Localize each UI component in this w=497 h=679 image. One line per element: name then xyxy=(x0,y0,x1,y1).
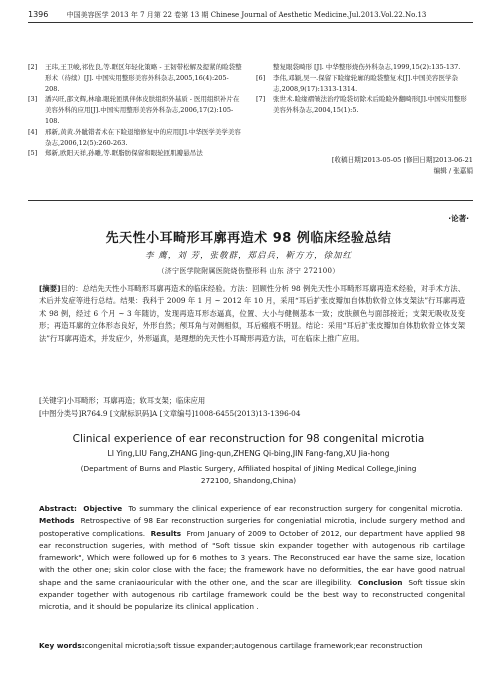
methods-label: Methods xyxy=(39,516,75,526)
section-tag: ·论著· xyxy=(448,214,469,223)
abstract-en xyxy=(39,503,465,614)
methods-text: Retrospective of 98 Ear reconstruction surgeries for congeniatial microtia, include surgery method and postoperative complications. xyxy=(39,516,466,538)
header-rule xyxy=(28,22,473,23)
references-right-column xyxy=(256,62,471,116)
reference-item: [3] 潘兴旺,邵文辉,林瑜.眼轮匝肌伴体皮肤组织外基质 - 医用组织补片在美容外科的应用[J].中国实用整形美容外科杂志,2006,17(2):105-108. xyxy=(28,95,240,125)
page-number: 1396 xyxy=(28,10,49,19)
running-header xyxy=(28,10,473,20)
objective-text: To summary the clinical experience of ear reconstruction surgery for congenital microtia. xyxy=(128,504,463,513)
affiliation-cn: （济宁医学院附属医院烧伤整形科 山东 济宁 272100） xyxy=(157,267,340,275)
keywords-text-en: congenital microtia;soft tissue expander;autogenous cartilage framework;ear reconstruction xyxy=(84,641,423,650)
abstract-cn xyxy=(39,283,465,345)
reference-item: [5] 郑新,欧阳天祥,孙雕,等.眶脂肪保留和眼轮匝肌瓣悬吊法 xyxy=(28,149,203,158)
reference-item: [4] 邢新,黄黄.外眦错者术在下睑退缩修复中的应用[J].中华医学美学美容杂志,2006,12(5):260-263. xyxy=(28,127,241,147)
affiliation-en xyxy=(0,463,497,487)
article-title-cn: 先天性小耳畸形耳廓再造术 98 例临床经验总结 xyxy=(105,231,392,246)
reference-item: [7] 张世术.睑缘褶皱法治疗睑袋切除术后睑睑外翻畸形[J].中国实用整形美容外科杂志,2004,15(1):5. xyxy=(256,95,467,115)
authors-en: LI Ying,LIU Fang,ZHANG Jing-qun,ZHENG Qi-bing,JIN Fang-fang,XU Jia-hong xyxy=(107,449,390,458)
reference-item: 整复眼袋畸形 [J]. 中华整形烧伤外科杂志,1999,15(2):135-137. xyxy=(273,63,461,71)
authors-cn: 李 鹰，刘 芳，张敬群，郑启兵，靳方方，徐加红 xyxy=(145,251,352,261)
section-divider xyxy=(28,200,473,201)
conclusion-label: Conclusion xyxy=(357,577,403,587)
reference-item: [2] 王玮,王卫峻,祁佐良,等.眶区年轻化策略 - 王韧带松解及提紧的睑袋整形术（待续）[J]. 中国实用整形美容外科杂志,2005,16(4):205-208. xyxy=(28,63,242,93)
keywords-label-en: Key words: xyxy=(39,641,85,650)
affiliation-en-line2: 272100, Shandong,China) xyxy=(200,476,297,485)
classification-cn: [中图分类号]R764.9 [文献标识码]A [文章编号]1008-6455(2013)13-1396-04 xyxy=(39,409,301,418)
reference-item: [6] 李伟,邓颖,吴一.保留下睑缘轮廓的睑袋整复术[J].中国美容医学杂志,2008,9(17):1313-1314. xyxy=(256,73,458,93)
results-text: From January of 2009 to October of 2012, our department have applied 98 ear reconstruction sugeries, with method of "Soft tissue skin expander together with autogenous rib cartilage framework", Which were followed up for 6 mothes to 3 years. The Reconstruced ear have the same size, location with the other one; skin color close with the face; the framework have no deformities, the ear have good natrual shape and the same craniaouricular with the other one, and the scar are illegibility. xyxy=(39,528,465,587)
keywords-cn: [关键字]小耳畸形；耳廓再造；软耳支架；临床应用 xyxy=(39,396,206,405)
conclusion-text: Soft tissue skin expander together with autogenous rib cartilage framework could be the best way to reconstructed congenital microtia, and it should be popularize its clinical application . xyxy=(39,577,465,612)
references-left-column xyxy=(28,62,243,159)
abstract-text-cn: 目的：总结先天性小耳畸形耳廓再造术的临床经验。方法：回顾性分析 98 例先天性小耳畸形耳廓再造术经验，对手术方法、术后并发症等进行总结。结果：我科于 2009 年 1 月 ~ 2012 年 10 月，采用“耳后扩张皮瓣加自体肋软骨立体支架法”行耳廓再造术 98 例，经过 6 个月 ~ 3 年随访，发现再造耳形态逼真，位置、大小与健侧基本一致；皮肤颜色与面部接近；支架无吸收及变形；再造耳廓的立体形态良好，外形自然；颅耳角与对侧相似，耳后瘢痕不明显。结论：采用“耳后扩张皮瓣加自体肋软骨立体支架法”行耳廓再造术，并发症少，外形逼真，是理想的先天性小耳畸形再造方法，可在临床上推广应用。 xyxy=(39,284,466,343)
affiliation-en-line1: (Department of Burns and Plastic Surgery, Affiliated hospital of JiNing Medical College,Jining xyxy=(80,464,417,473)
objective-label: Objective xyxy=(83,504,123,513)
article-title-en: Clinical experience of ear reconstruction for 98 congenital microtia xyxy=(72,433,425,445)
journal-line: 中国美容医学 2013 年 7 月第 22 卷第 13 期 Chinese Journal of Aesthetic Medicine.Jul.2013.Vol.22.No.13 xyxy=(66,11,427,19)
keywords-en xyxy=(39,640,465,652)
abstract-label-en: Abstract: xyxy=(39,504,77,513)
received-dates xyxy=(332,155,473,177)
abstract-label-cn: [摘要] xyxy=(39,284,61,293)
received-date-line: [收稿日期]2013-05-05 [修回日期]2013-06-21 xyxy=(331,156,473,164)
results-label: Results xyxy=(150,528,182,538)
editor-line: 编辑 / 张嘉娟 xyxy=(433,167,473,175)
